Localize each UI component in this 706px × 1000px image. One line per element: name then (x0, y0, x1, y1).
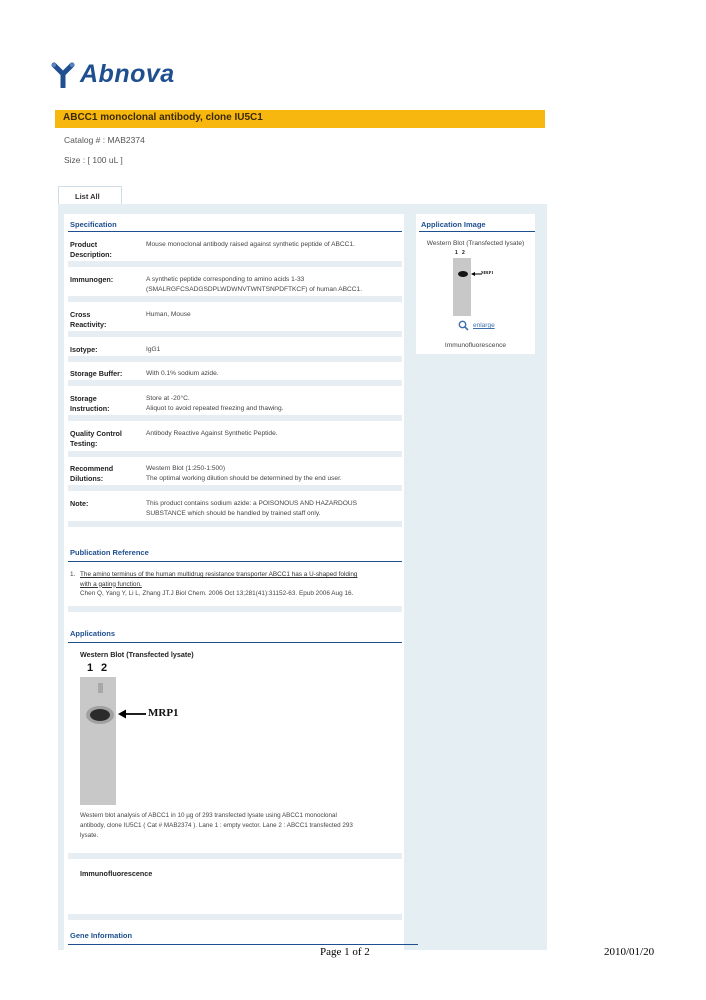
spec-value-cross-reactivity: Human, Mouse (146, 311, 191, 318)
brand-name: Abnova (80, 59, 175, 88)
row-separator (68, 296, 402, 302)
publication-number: 1. (70, 571, 76, 578)
row-separator (68, 853, 402, 859)
product-title: ABCC1 monoclonal antibody, clone IU5C1 (63, 112, 263, 123)
applications-rule (68, 642, 402, 643)
publication-rule (68, 561, 402, 562)
print-date: 2010/01/20 (604, 946, 655, 958)
spec-label-quality-control: Quality Control Testing: (70, 429, 122, 448)
spec-label-storage-buffer: Storage Buffer: (70, 369, 123, 378)
enlarge-label: enlarge (473, 322, 495, 329)
side-lane-label-1: 1 (455, 250, 458, 256)
spec-label-isotype: Isotype: (70, 345, 98, 354)
row-separator (68, 356, 402, 362)
specification-heading: Specification (70, 220, 117, 229)
row-separator (68, 451, 402, 457)
row-separator (68, 415, 402, 421)
lane-label-2: 2 (101, 662, 108, 674)
spec-value-quality-control: Antibody Reactive Against Synthetic Peptide. (146, 430, 278, 437)
application-image-rule (419, 231, 535, 232)
product-size: Size : [ 100 uL ] (64, 155, 123, 165)
side-marker-label: MRP1 (481, 270, 494, 275)
product-title-bar (55, 110, 545, 128)
row-separator (68, 914, 402, 920)
spec-label-storage-instruction: Storage Instruction: (70, 394, 110, 413)
publication-item (80, 570, 402, 599)
side-western-blot-thumbnail[interactable] (452, 250, 500, 316)
magnifier-icon (458, 320, 469, 331)
spec-value-immunogen: A synthetic peptide corresponding to amino acids 1-33 (SMALRGFCSADGSDPLWDWNVTWNTSNPDFTKCF) of human ABCC1. (146, 276, 363, 293)
spec-value-recommend-dilutions: Western Blot (1:250-1:500) The optimal working dilution should be determined by the end user. (146, 465, 342, 482)
tab-label: List All (75, 192, 100, 201)
application-image-heading: Application Image (421, 220, 486, 229)
side-immunofluorescence: Immunofluorescence (444, 342, 507, 349)
row-separator (68, 331, 402, 337)
row-separator (68, 606, 402, 612)
publication-title-link[interactable]: The amino terminus of the human multidrug resistance transporter ABCC1 has a U-shaped folding with a gating function. (80, 571, 358, 588)
specification-table (68, 238, 402, 534)
spec-label-product-description: Product Description: (70, 240, 112, 259)
tab-list-all[interactable] (58, 186, 122, 205)
row-separator (68, 380, 402, 386)
publication-heading: Publication Reference (70, 548, 149, 557)
page-number: Page 1 of 2 (320, 946, 370, 958)
gene-information-rule (68, 944, 418, 945)
lane-label-1: 1 (87, 662, 94, 674)
spec-value-isotype: IgG1 (146, 346, 161, 353)
immunofluorescence-title: Immunofluorescence (80, 869, 153, 878)
gene-information-heading: Gene Information (70, 931, 133, 940)
catalog-number: Catalog # : MAB2374 (64, 135, 145, 145)
publication-citation: Chen Q, Yang Y, Li L, Zhang JT.J Biol Chem. 2006 Oct 13;281(41):31152-63. Epub 2006 Aug 16. (80, 590, 354, 597)
western-blot-caption: Western blot analysis of ABCC1 in 10 µg of 293 transfected lysate using ABCC1 monoclonal antibody, clone IU5C1 ( Cat # MAB2374 ). Lane 1 : empty vector. Lane 2 : ABCC1 transfected 293 lysate. (80, 812, 353, 839)
specification-rule (68, 231, 402, 232)
spec-value-note: This product contains sodium azide: a POISONOUS AND HAZARDOUS SUBSTANCE which should be handled by trained staff only. (146, 500, 358, 517)
spec-label-note: Note: (70, 499, 89, 508)
antibody-logo-icon (50, 60, 76, 88)
side-image-title: Western Blot (Transfected lysate) (426, 240, 525, 247)
enlarge-link[interactable] (458, 320, 495, 331)
marker-label: MRP1 (148, 707, 179, 719)
applications-heading: Applications (70, 629, 116, 638)
side-lane-label-2: 2 (462, 250, 465, 256)
spec-value-product-description: Mouse monoclonal antibody raised against synthetic peptide of ABCC1. (146, 241, 355, 248)
spec-label-immunogen: Immunogen: (70, 275, 114, 284)
row-separator (68, 261, 402, 267)
row-separator (68, 485, 402, 491)
western-blot-title: Western Blot (Transfected lysate) (80, 650, 194, 659)
abnova-logo (50, 58, 175, 90)
spec-label-recommend-dilutions: Recommend Dilutions: (70, 464, 114, 483)
row-separator (68, 521, 402, 527)
spec-value-storage-instruction: Store at -20°C. Aliquot to avoid repeated freezing and thawing. (146, 395, 284, 412)
western-blot-image[interactable] (80, 663, 178, 805)
spec-label-cross-reactivity: Cross Reactivity: (70, 310, 107, 329)
spec-value-storage-buffer: With 0.1% sodium azide. (146, 370, 219, 377)
